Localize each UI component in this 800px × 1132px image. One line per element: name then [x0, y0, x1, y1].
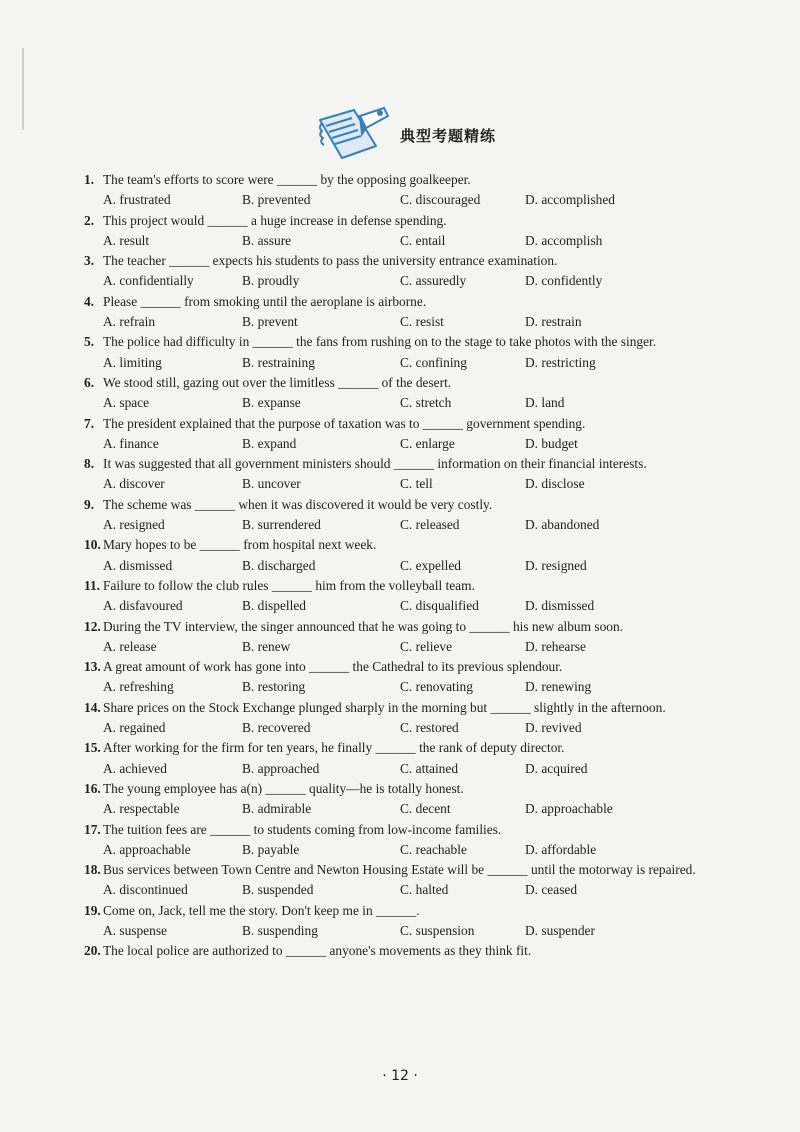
option-row: [84, 637, 720, 657]
answer-option: C. assuredly: [400, 273, 467, 289]
question-text: The teacher ______ expects his students to pass the university entrance examination.: [103, 253, 558, 269]
answer-option: B. suspended: [242, 882, 314, 898]
question-text: Please ______ from smoking until the aeroplane is airborne.: [103, 293, 427, 309]
page-number: · 12 ·: [382, 1068, 418, 1084]
question-item: [84, 332, 720, 373]
question-stem: [84, 941, 720, 961]
question-text: Share prices on the Stock Exchange plunged sharply in the morning but ______ slightly in the afternoon.: [103, 699, 666, 715]
question-text: It was suggested that all government ministers should ______ information on their financial interests.: [103, 456, 647, 472]
option-row: [84, 596, 720, 616]
answer-option: A. refreshing: [103, 679, 174, 695]
question-number: 20.: [84, 943, 101, 959]
answer-option: D. abandoned: [525, 517, 600, 533]
question-text: The police had difficulty in ______ the fans from rushing on to the stage to take photos with the singer.: [103, 334, 657, 350]
question-stem: [84, 820, 720, 840]
answer-option: D. suspender: [525, 922, 595, 938]
answer-option: A. achieved: [103, 760, 167, 776]
option-row: [84, 474, 720, 494]
answer-option: C. enlarge: [400, 435, 455, 451]
question-stem: [84, 535, 720, 555]
option-row: [84, 434, 720, 454]
answer-option: C. expelled: [400, 557, 461, 573]
answer-option: A. disfavoured: [103, 598, 183, 614]
question-item: [84, 738, 720, 779]
option-row: [84, 231, 720, 251]
question-number: 8.: [84, 456, 95, 472]
question-text: Mary hopes to be ______ from hospital next week.: [103, 537, 377, 553]
answer-option: A. approachable: [103, 841, 191, 857]
answer-option: A. space: [103, 395, 150, 411]
answer-option: B. payable: [242, 841, 300, 857]
answer-option: D. revived: [525, 720, 582, 736]
answer-option: A. finance: [103, 435, 159, 451]
question-text: After working for the firm for ten years, he finally ______ the rank of deputy director.: [103, 740, 565, 756]
question-stem: [84, 860, 720, 880]
answer-option: D. accomplish: [525, 232, 603, 248]
question-stem: [84, 373, 720, 393]
answer-option: C. released: [400, 517, 460, 533]
question-stem: [84, 576, 720, 596]
answer-option: A. discover: [103, 476, 165, 492]
answer-option: B. suspending: [242, 922, 318, 938]
question-item: [84, 495, 720, 536]
question-stem: [84, 495, 720, 515]
question-stem: [84, 738, 720, 758]
answer-option: B. expanse: [242, 395, 301, 411]
question-item: [84, 251, 720, 292]
answer-option: D. rehearse: [525, 638, 586, 654]
answer-option: C. tell: [400, 476, 433, 492]
answer-option: C. restored: [400, 720, 459, 736]
question-item: [84, 941, 720, 961]
question-stem: [84, 292, 720, 312]
answer-option: B. discharged: [242, 557, 316, 573]
question-item: [84, 820, 720, 861]
answer-option: D. accomplished: [525, 192, 615, 208]
question-number: 15.: [84, 740, 101, 756]
question-text: The team's efforts to score were ______ by the opposing goalkeeper.: [103, 172, 471, 187]
answer-option: C. suspension: [400, 922, 475, 938]
answer-option: C. disqualified: [400, 598, 479, 614]
answer-option: D. ceased: [525, 882, 578, 898]
question-text: The local police are authorized to ______ anyone's movements as they think fit.: [103, 943, 532, 959]
question-stem: [84, 170, 720, 190]
answer-option: B. restoring: [242, 679, 306, 695]
option-row: [84, 799, 720, 819]
answer-option: D. resigned: [525, 557, 587, 573]
question-stem: [84, 414, 720, 434]
question-item: [84, 454, 720, 495]
answer-option: A. discontinued: [103, 882, 188, 898]
answer-option: D. restrain: [525, 314, 582, 330]
answer-option: B. proudly: [242, 273, 300, 289]
answer-option: D. renewing: [525, 679, 592, 695]
answer-option: B. approached: [242, 760, 320, 776]
question-number: 14.: [84, 699, 101, 715]
answer-option: C. resist: [400, 314, 444, 330]
option-row: [84, 759, 720, 779]
answer-option: D. disclose: [525, 476, 585, 492]
question-text: The scheme was ______ when it was discovered it would be very costly.: [103, 496, 493, 512]
answer-option: C. confining: [400, 354, 467, 370]
answer-option: D. affordable: [525, 841, 597, 857]
answer-option: A. release: [103, 638, 157, 654]
question-item: [84, 211, 720, 252]
question-number: 18.: [84, 862, 101, 878]
question-item: [84, 698, 720, 739]
question-stem: [84, 901, 720, 921]
question-number: 4.: [84, 293, 95, 309]
question-text: We stood still, gazing out over the limitless ______ of the desert.: [103, 374, 452, 390]
question-stem: [84, 657, 720, 677]
option-row: [84, 393, 720, 413]
question-item: [84, 170, 720, 211]
question-text: Failure to follow the club rules ______ him from the volleyball team.: [103, 577, 475, 593]
option-row: [84, 677, 720, 697]
question-number: 2.: [84, 212, 95, 228]
question-text: The young employee has a(n) ______ quality—he is totally honest.: [103, 780, 464, 796]
answer-option: B. prevented: [242, 192, 311, 208]
question-item: [84, 373, 720, 414]
question-item: [84, 617, 720, 658]
answer-option: A. result: [103, 232, 150, 248]
question-text: Come on, Jack, tell me the story. Don't keep me in ______.: [103, 902, 420, 918]
answer-option: C. stretch: [400, 395, 452, 411]
option-row: [84, 515, 720, 535]
answer-option: C. relieve: [400, 638, 453, 654]
option-row: [84, 840, 720, 860]
option-row: [84, 556, 720, 576]
question-stem: [84, 698, 720, 718]
answer-option: B. expand: [242, 435, 297, 451]
question-text: During the TV interview, the singer announced that he was going to ______ his new album soon.: [103, 618, 624, 634]
answer-option: A. limiting: [103, 354, 162, 370]
question-item: [84, 292, 720, 333]
answer-option: C. discouraged: [400, 192, 481, 208]
option-row: [84, 880, 720, 900]
answer-option: A. resigned: [103, 517, 165, 533]
answer-option: A. refrain: [103, 314, 156, 330]
answer-option: D. acquired: [525, 760, 588, 776]
question-item: [84, 860, 720, 901]
option-row: [84, 353, 720, 373]
question-number: 13.: [84, 659, 101, 675]
question-number: 9.: [84, 496, 95, 512]
answer-option: A. regained: [103, 720, 166, 736]
answer-option: C. reachable: [400, 841, 467, 857]
section-title: 典型考题精练: [399, 126, 496, 145]
question-number: 19.: [84, 902, 101, 918]
question-number: 1.: [84, 172, 95, 187]
section-header: [0, 104, 800, 166]
answer-option: B. renew: [242, 638, 291, 654]
question-number: 5.: [84, 334, 95, 350]
question-item: [84, 901, 720, 942]
answer-option: A. frustrated: [103, 192, 171, 208]
answer-option: D. approachable: [525, 801, 613, 817]
question-number: 17.: [84, 821, 101, 837]
answer-option: C. attained: [400, 760, 459, 776]
answer-option: A. suspense: [103, 922, 167, 938]
answer-option: D. restricting: [525, 354, 596, 370]
answer-option: C. decent: [400, 801, 451, 817]
question-text: The tuition fees are ______ to students coming from low-income families.: [103, 821, 502, 837]
question-item: [84, 576, 720, 617]
notebook-pen-icon: [314, 104, 394, 166]
answer-option: C. halted: [400, 882, 449, 898]
answer-option: C. renovating: [400, 679, 473, 695]
answer-option: B. restraining: [242, 354, 315, 370]
question-stem: [84, 211, 720, 231]
answer-option: B. surrendered: [242, 517, 321, 533]
question-stem: [84, 617, 720, 637]
answer-option: D. budget: [525, 435, 578, 451]
question-item: [84, 657, 720, 698]
question-item: [84, 779, 720, 820]
answer-option: B. prevent: [242, 314, 298, 330]
question-number: 10.: [84, 537, 101, 553]
question-number: 12.: [84, 618, 101, 634]
answer-option: B. assure: [242, 232, 292, 248]
question-item: [84, 414, 720, 455]
option-row: [84, 271, 720, 291]
question-stem: [84, 251, 720, 271]
answer-option: B. dispelled: [242, 598, 306, 614]
option-row: [84, 718, 720, 738]
answer-option: B. admirable: [242, 801, 312, 817]
question-stem: [84, 332, 720, 352]
answer-option: B. recovered: [242, 720, 311, 736]
question-text: The president explained that the purpose of taxation was to ______ government spending.: [103, 415, 586, 431]
answer-option: B. uncover: [242, 476, 301, 492]
option-row: [84, 921, 720, 941]
question-number: 11.: [84, 577, 100, 593]
answer-option: A. dismissed: [103, 557, 173, 573]
option-row: [84, 312, 720, 332]
question-text: This project would ______ a huge increase in defense spending.: [103, 212, 447, 228]
answer-option: A. confidentially: [103, 273, 194, 289]
question-text: Bus services between Town Centre and Newton Housing Estate will be ______ until the motorway is repaired.: [103, 862, 696, 878]
answer-option: D. dismissed: [525, 598, 595, 614]
question-number: 7.: [84, 415, 95, 431]
question-text: A great amount of work has gone into ______ the Cathedral to its previous splendour.: [103, 659, 563, 675]
answer-option: A. respectable: [103, 801, 180, 817]
question-item: [84, 535, 720, 576]
question-number: 6.: [84, 374, 95, 390]
answer-option: D. land: [525, 395, 565, 411]
question-list: [84, 170, 720, 962]
question-stem: [84, 454, 720, 474]
option-row: [84, 190, 720, 210]
question-stem: [84, 779, 720, 799]
question-number: 16.: [84, 780, 101, 796]
question-number: 3.: [84, 253, 95, 269]
answer-option: C. entail: [400, 232, 446, 248]
answer-option: D. confidently: [525, 273, 603, 289]
